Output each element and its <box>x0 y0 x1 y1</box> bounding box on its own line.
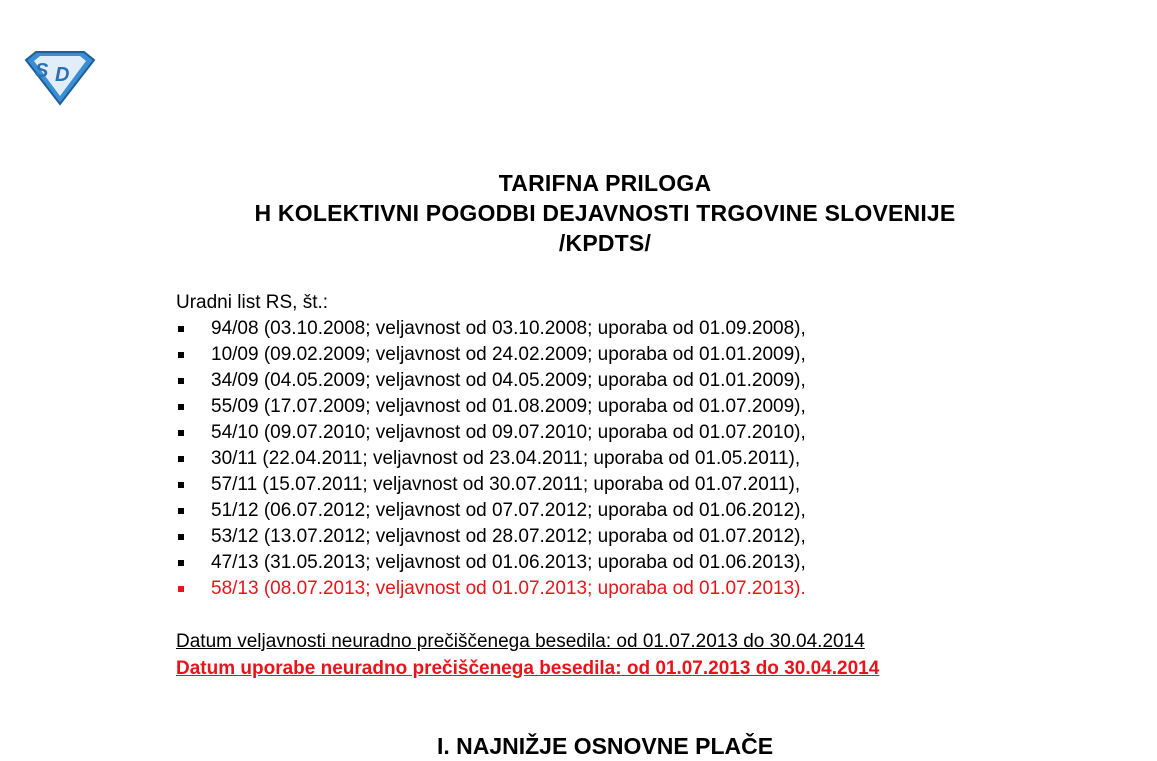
gazette-item-text: 58/13 (08.07.2013; veljavnost od 01.07.2013; uporaba od 01.07.2013). <box>211 578 806 599</box>
gazette-item <box>176 394 1076 420</box>
gazette-item-text: 10/09 (09.02.2009; veljavnost od 24.02.2009; uporaba od 01.01.2009), <box>211 344 806 365</box>
title-line-3: /KPDTS/ <box>558 230 652 256</box>
section-heading: I. NAJNIŽJE OSNOVNE PLAČE <box>436 733 774 759</box>
bullet-icon <box>178 378 184 384</box>
gazette-item <box>176 472 1076 498</box>
gazette-item <box>176 446 1076 472</box>
gazette-label: Uradni list RS, št.: <box>176 292 329 313</box>
gazette-item-text: 55/09 (17.07.2009; veljavnost od 01.08.2009; uporaba od 01.07.2009), <box>211 396 806 417</box>
title-line-2: H KOLEKTIVNI POGODBI DEJAVNOSTI TRGOVINE SLOVENIJE <box>254 200 956 226</box>
sd-logo <box>22 50 96 106</box>
bullet-icon <box>178 586 184 592</box>
gazette-item <box>176 420 1076 446</box>
gazette-item-text: 57/11 (15.07.2011; veljavnost od 30.07.2011; uporaba od 01.07.2011), <box>211 474 801 495</box>
validity-date-line: Datum veljavnosti neuradno prečiščenega besedila: od 01.07.2013 do 30.04.2014 <box>176 631 865 652</box>
document-title <box>0 168 1157 258</box>
gazette-item-latest <box>176 576 1076 602</box>
gazette-item <box>176 550 1076 576</box>
svg-text:D: D <box>55 64 70 86</box>
bullet-icon <box>178 456 184 462</box>
bullet-icon <box>178 326 184 332</box>
gazette-list <box>176 316 1076 602</box>
gazette-item <box>176 368 1076 394</box>
bullet-icon <box>178 404 184 410</box>
gazette-item-text: 94/08 (03.10.2008; veljavnost od 03.10.2008; uporaba od 01.09.2008), <box>211 318 806 339</box>
bullet-icon <box>178 482 184 488</box>
gazette-item <box>176 524 1076 550</box>
shield-logo-icon <box>22 50 96 106</box>
official-gazette-section <box>176 290 1076 602</box>
gazette-item-text: 34/09 (04.05.2009; veljavnost od 04.05.2009; uporaba od 01.01.2009), <box>211 370 806 391</box>
validity-dates <box>176 628 879 682</box>
gazette-item-text: 47/13 (31.05.2013; veljavnost od 01.06.2013; uporaba od 01.06.2013), <box>211 552 806 573</box>
bullet-icon <box>178 560 184 566</box>
bullet-icon <box>178 352 184 358</box>
gazette-item <box>176 316 1076 342</box>
application-date-line: Datum uporabe neuradno prečiščenega besedila: od 01.07.2013 do 30.04.2014 <box>176 658 880 679</box>
gazette-item-text: 51/12 (06.07.2012; veljavnost od 07.07.2012; uporaba od 01.06.2012), <box>211 500 806 521</box>
gazette-item-text: 53/12 (13.07.2012; veljavnost od 28.07.2012; uporaba od 01.07.2012), <box>211 526 806 547</box>
svg-text:S: S <box>35 60 49 82</box>
gazette-item <box>176 498 1076 524</box>
title-line-1: TARIFNA PRILOGA <box>498 170 712 196</box>
gazette-item <box>176 342 1076 368</box>
bullet-icon <box>178 508 184 514</box>
bullet-icon <box>178 430 184 436</box>
gazette-item-text: 30/11 (22.04.2011; veljavnost od 23.04.2011; uporaba od 01.05.2011), <box>211 448 801 469</box>
gazette-item-text: 54/10 (09.07.2010; veljavnost od 09.07.2010; uporaba od 01.07.2010), <box>211 422 806 443</box>
bullet-icon <box>178 534 184 540</box>
